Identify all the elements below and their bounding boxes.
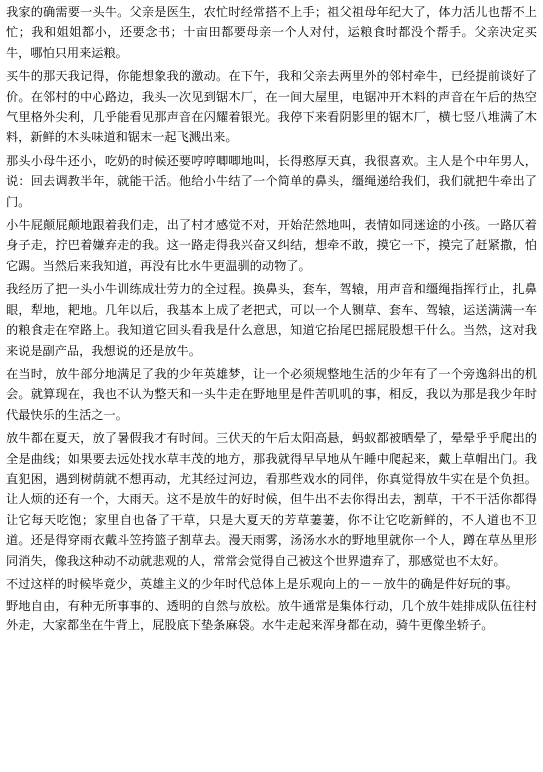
paragraph-buy-day: 买牛的那天我记得，你能想象我的激动。在下午，我和父亲去两里外的邻村牵牛，已经提前谈好了价。在邻村的中心路边，我头一次见到锯木厂，在一间大屋里，电锯冲开木料的声音在午后的热空气里格外尖利，几乎能看见那声音在闪耀着银光。我停下来看阴影里的锯木厂，横七竖八堆满了木料，新鲜的木头味道和锯末一起飞溅出来。 (6, 69, 537, 145)
paragraph-training: 我经历了把一头小牛训练成壮劳力的全过程。换鼻头，套车，驾辕，用声音和缰绳指挥行止，扎鼻眼，犁地，耙地。几年以后，我基本上成了老把式，可以一个人铡草、套车、驾辕，运送满满一车的粮食走在窄路上。我知道它回头看我是什么意思，知道它抬尾巴摇屁股想干什么。当然，这对我来说是副产品，我想说的还是放牛。 (6, 282, 537, 358)
paragraph-walk-home: 小牛屁颠屁颠地跟着我们走，出了村才感觉不对，开始茫然地叫，表情如同迷途的小孩。一路仄着身子走，拧巴着嫌弃走的我。这一路走得我兴奋又纠结，想牵不敢，摸它一下，摸完了赶紧撒，怕它踢。当然后来我知道，再没有比水牛更温驯的动物了。 (6, 218, 537, 273)
paragraph-freedom: 野地自由，有种无所事事的、透明的自然与放松。放牛通常是集体行动，几个放牛娃排成队伍往村外走，大家都坐在牛背上，屁股底下垫条麻袋。水牛走起来浑身都在动，骑牛更像坐轿子。 (6, 599, 537, 633)
paragraph-buy-cow-need: 我家的确需要一头牛。父亲是医生，农忙时经常搭不上手；祖父祖母年纪大了，体力活儿也帮不上忙；我和姐姐都小，还要念书；十亩田都要母亲一个人对付，运粮食时都没个帮手。父亲决定买牛，哪怕只用来运粮。 (6, 5, 537, 60)
paragraph-summer-herding: 放牛都在夏天，放了暑假我才有时间。三伏天的午后太阳高悬，蚂蚁都被晒晕了，晕晕乎乎爬出的全是曲线；如果要去远处找水草丰茂的地方，那我就得早早地从午睡中爬起来，戴上草帽出门。我直犯困，遇到树荫就不想再动，尤其经过河边，看那些戏水的同伴，你真觉得放牛实在是个负担。让人烦的还有一个，大雨天。这不是放牛的好时候，但牛出不去你得出去，割草，干不干活你都得让它每天吃饱；家里自也备了干草，只是大夏天的芳草萋萋，你不让它吃新鲜的，不人道也不卫道。还是得穿雨衣戴斗笠挎篮子割草去。漫天雨雾，汤汤水水的野地里就你一个人，蹲在草丛里形同消失，像我这种动不动就悲观的人，常常会觉得自己被这个世界遗弃了，那感觉也不太好。 (6, 431, 537, 568)
paragraph-young-cow: 那头小母牛还小，吃奶的时候还要哼哼唧唧地叫，长得憨厚天真，我很喜欢。主人是个中年男人，说：回去调教半年，就能干活。他给小牛结了一个简单的鼻头，缰绳递给我们，我们就把牛牵出了门。 (6, 153, 537, 209)
paragraph-optimism: 不过这样的时候毕竟少，英雄主义的少年时代总体上是乐观向上的－－放牛的确是件好玩的事。 (6, 576, 518, 591)
paragraph-hero-dream: 在当时，放牛部分地满足了我的少年英雄梦，让一个必须规整地生活的少年有了一个旁逸斜出的机会。就算现在，我也不认为整天和一头牛走在野地里是件苦叽叽的事，相反，我以为那是我少年时代最快乐的生活之一。 (6, 366, 537, 422)
